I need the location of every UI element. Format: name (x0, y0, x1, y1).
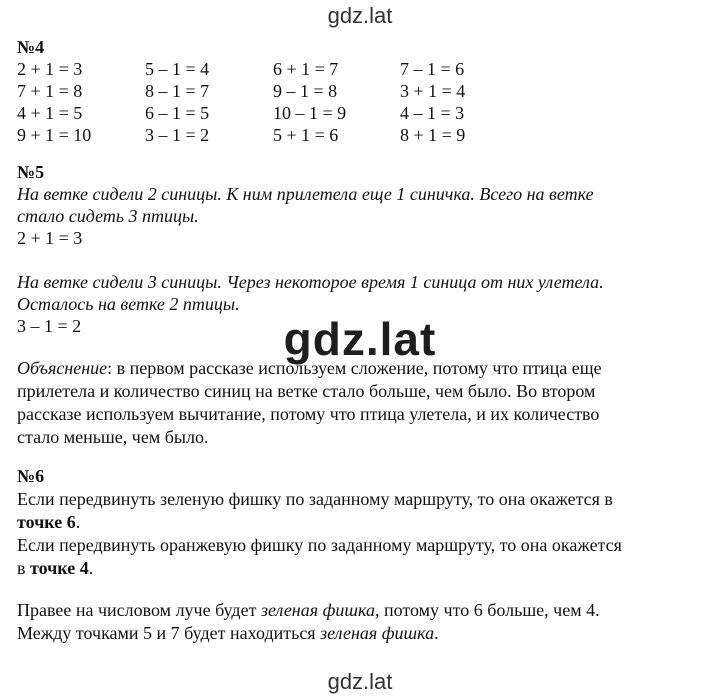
task6-p1-line1: Если передвинуть зеленую фишку по заданному маршруту, то она окажется в (17, 489, 613, 509)
equation: 5 + 1 = 6 (273, 125, 339, 145)
point-6-label: точке 6 (17, 512, 76, 532)
task6-p3 (17, 599, 600, 621)
equation: 4 – 1 = 3 (400, 103, 465, 123)
equation: 9 – 1 = 8 (273, 81, 338, 101)
explanation-line4: стало меньше, чем было. (17, 427, 209, 447)
task4-title: №4 (17, 37, 45, 57)
task6-p1-line2 (17, 511, 80, 533)
point-4-label: точке 4 (30, 558, 89, 578)
explanation-label: Объяснение (17, 358, 108, 378)
equation: 9 + 1 = 10 (17, 125, 92, 145)
equation: 8 + 1 = 9 (400, 125, 466, 145)
equation: 3 – 1 = 2 (145, 125, 210, 145)
story2-equation: 3 – 1 = 2 (17, 316, 82, 336)
task6-p2-line2 (17, 557, 93, 579)
story1-equation: 2 + 1 = 3 (17, 228, 83, 248)
equation: 2 + 1 = 3 (17, 59, 83, 79)
period: . (75, 512, 81, 532)
p3-start: Правее на числовом луче будет (17, 600, 261, 620)
equation: 6 – 1 = 5 (145, 103, 210, 123)
story2-line1: На ветке сидели 3 синицы. Через некоторое время 1 синица от них улетела. (17, 272, 604, 292)
equation: 6 + 1 = 7 (273, 59, 339, 79)
task6-p2-line1: Если передвинуть оранжевую фишку по заданному маршруту, то она окажется (17, 535, 622, 555)
story1-line1: На ветке сидели 2 синицы. К ним прилетела еще 1 синичка. Всего на ветке (17, 184, 594, 204)
equation: 7 + 1 = 8 (17, 81, 83, 101)
equation: 7 – 1 = 6 (400, 59, 465, 79)
p3-end: , потому что 6 больше, чем 4. (374, 600, 600, 620)
task6-p4 (17, 622, 439, 644)
story2-line2: Осталось на ветке 2 птицы. (17, 294, 240, 314)
watermark-middle: gdz.lat (283, 313, 437, 365)
green-chip-label: зеленая фишка (320, 623, 435, 643)
equation: 3 + 1 = 4 (400, 81, 466, 101)
task5-title: №5 (17, 162, 45, 182)
explanation-line2: прилетела и количество синиц на ветке стало больше, чем было. Во втором (17, 381, 596, 401)
equation: 10 – 1 = 9 (273, 103, 347, 123)
period: . (88, 558, 94, 578)
watermark-bottom: gdz.lat (327, 669, 393, 694)
equation: 5 – 1 = 4 (145, 59, 210, 79)
story1-line2: стало сидеть 3 птицы. (17, 206, 199, 226)
explanation-line3: рассказе используем вычитание, потому что птица улетела, и их количество (17, 404, 600, 424)
preposition: в (17, 558, 30, 578)
green-chip-label: зеленая фишка (260, 600, 375, 620)
explanation-text: : в первом рассказе используем сложение, потому что птица еще (107, 358, 602, 378)
equation: 8 – 1 = 7 (145, 81, 210, 101)
task6-title: №6 (17, 466, 45, 486)
p4-start: Между точками 5 и 7 будет находиться (17, 623, 321, 643)
equation: 4 + 1 = 5 (17, 103, 83, 123)
watermark-top: gdz.lat (327, 3, 393, 28)
p4-end: . (434, 623, 439, 643)
